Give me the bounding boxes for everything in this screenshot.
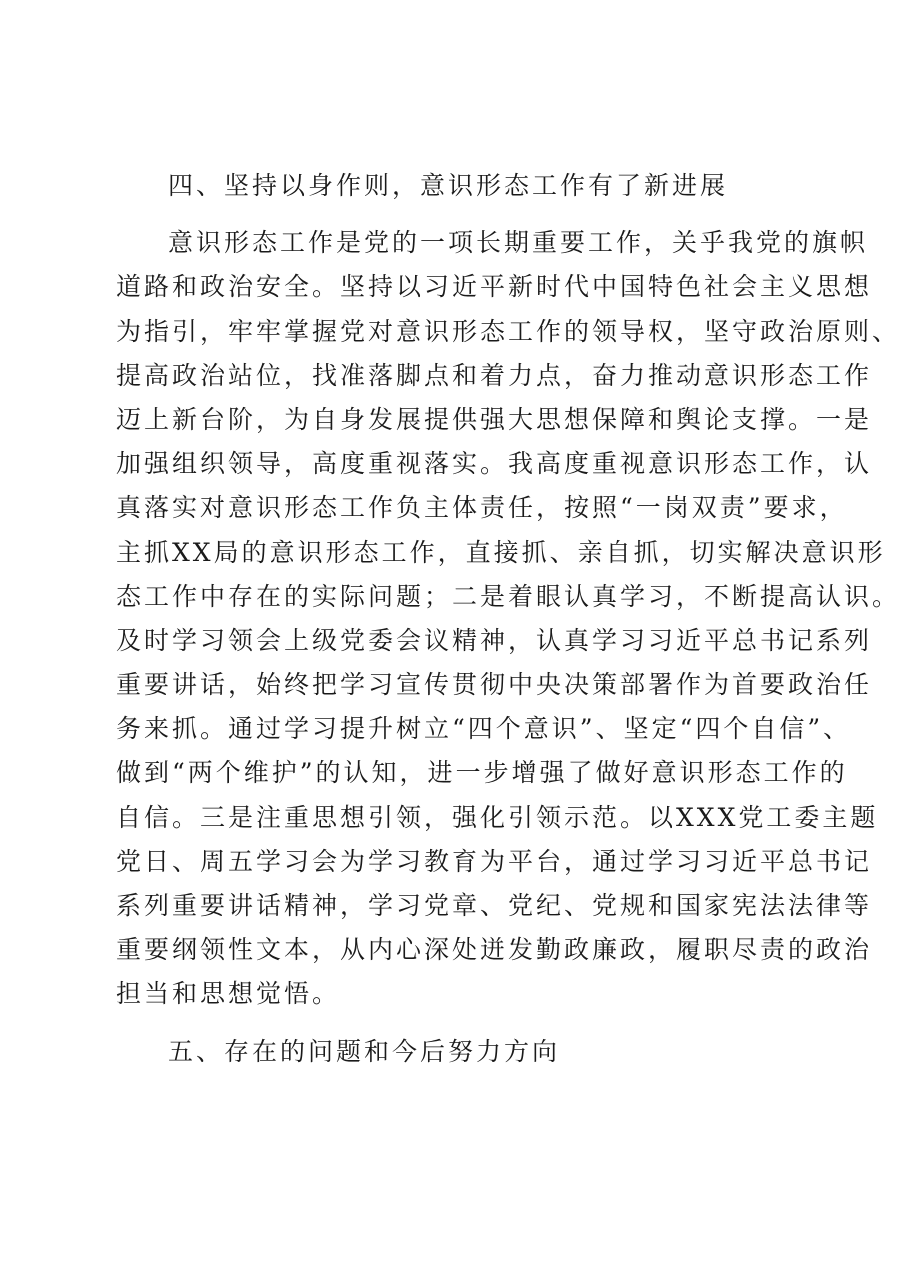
paragraph-line: 态工作中存在的实际问题；二是着眼认真学习，不断提高认识。	[116, 581, 901, 611]
paragraph-line: 加强组织领导，高度重视落实。我高度重视意识形态工作，认	[116, 449, 873, 479]
paragraph-line: 重要纲领性文本，从内心深处迸发勤政廉政，履职尽责的政治	[116, 935, 873, 965]
paragraph-line: 为指引，牢牢掌握党对意识形态工作的领导权，坚守政治原则、	[116, 316, 901, 346]
paragraph-line: 自信。三是注重思想引领，强化引领示范。以XXX党工委主题	[116, 802, 879, 832]
paragraph-line: 迈上新台阶，为自身发展提供强大思想保障和舆论支撑。一是	[116, 404, 873, 434]
paragraph-line: 真落实对意识形态工作负主体责任，按照“一岗双责”要求，	[116, 493, 848, 523]
paragraph-line: 担当和思想觉悟。	[116, 979, 341, 1009]
paragraph-line: 提高政治站位，找准落脚点和着力点，奋力推动意识形态工作	[116, 360, 873, 390]
paragraph-line: 务来抓。通过学习提升树立“四个意识”、坚定“四个自信”、	[116, 714, 852, 744]
paragraph-line: 及时学习领会上级党委会议精神，认真学习习近平总书记系列	[116, 625, 873, 655]
paragraph-line: 意识形态工作是党的一项长期重要工作，关乎我党的旗帜	[168, 228, 869, 258]
section-paragraph	[116, 221, 901, 1016]
paragraph-line: 系列重要讲话精神，学习党章、党纪、党规和国家宪法法律等	[116, 891, 873, 920]
paragraph-line: 党日、周五学习会为学习教育为平台，通过学习习近平总书记	[116, 846, 873, 876]
paragraph-line: 重要讲话，始终把学习宣传贯彻中央决策部署作为首要政治任	[116, 670, 873, 700]
section-heading-5: 五、存在的问题和今后努力方向	[168, 1036, 561, 1066]
paragraph-line: 做到“两个维护”的认知，进一步增强了做好意识形态工作的	[116, 758, 848, 788]
paragraph-line: 主抓XX局的意识形态工作，直接抓、亲自抓，切实解决意识形	[116, 537, 886, 567]
document-body	[116, 164, 901, 1074]
section-heading-4: 四、坚持以身作则，意识形态工作有了新进展	[168, 171, 729, 200]
paragraph-line: 道路和政治安全。坚持以习近平新时代中国特色社会主义思想	[116, 272, 873, 302]
